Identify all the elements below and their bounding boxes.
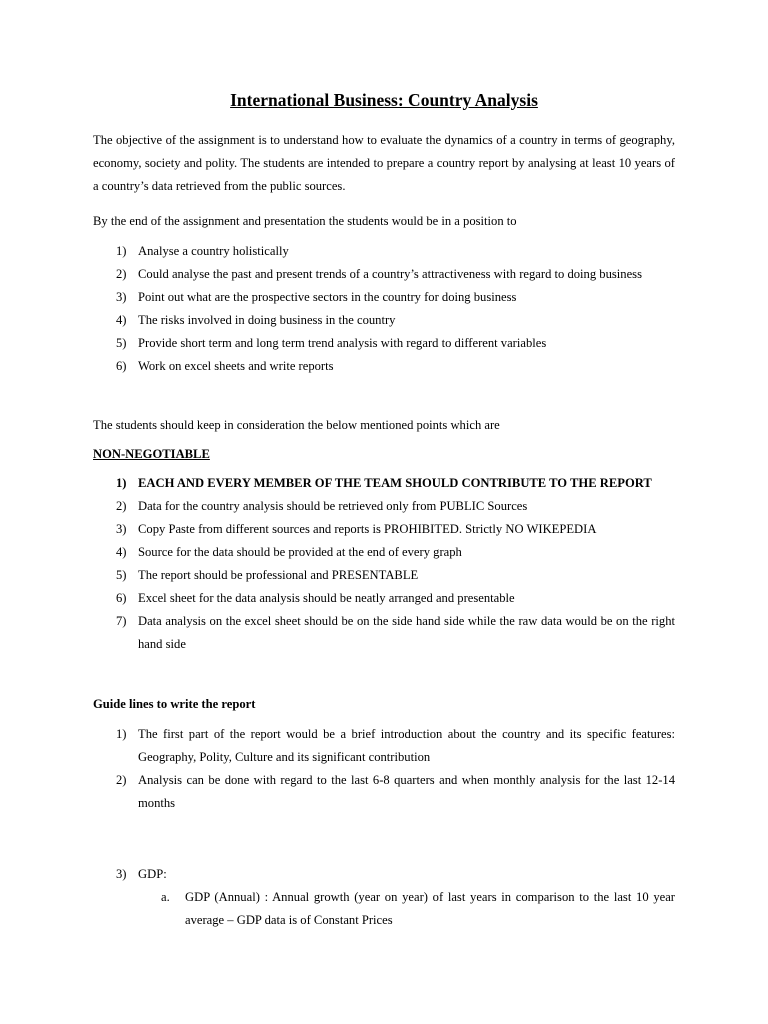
list-item: 5) The report should be professional and PRESENTABLE (116, 568, 419, 582)
list-item: 5) Provide short term and long term trend analysis with regard to different variables (116, 336, 547, 350)
list-item: 2) Could analyse the past and present trends of a country’s attractiveness with regard to doing business (116, 267, 642, 281)
gdp-sub-list (138, 886, 675, 932)
list-item: 6) Excel sheet for the data analysis should be neatly arranged and presentable (116, 591, 515, 605)
list-item: 4) The risks involved in doing business in the country (116, 313, 396, 327)
gdp-label: GDP: (138, 867, 167, 881)
list-item: 3) Point out what are the prospective sectors in the country for doing business (116, 290, 517, 304)
objectives-intro: By the end of the assignment and presentation the students would be in a position to (93, 214, 517, 228)
guidelines-list (93, 723, 675, 815)
intro-paragraph: The objective of the assignment is to understand how to evaluate the dynamics of a country in terms of geography, economy, society and polity. The students are intended to prepare a country report by analysing at least 10 years of a country’s data retrieved from the public sources. (93, 133, 675, 193)
document-title: International Business: Country Analysis (230, 90, 538, 110)
list-item: 2) Data for the country analysis should be retrieved only from PUBLIC Sources (116, 499, 528, 513)
list-item: 6) Work on excel sheets and write reports (116, 359, 334, 373)
list-item: 7) Data analysis on the excel sheet should be on the side hand side while the raw data would be on the right hand side (116, 614, 675, 651)
list-item: 3) GDP: (116, 867, 167, 881)
gdp-section (93, 863, 675, 886)
list-item: 1) The first part of the report would be a brief introduction about the country and its specific features: Geography, Polity, Culture and its significant contribution (116, 727, 675, 764)
objectives-list (93, 240, 675, 378)
non-negotiable-heading: NON-NEGOTIABLE (93, 447, 210, 461)
non-negotiable-list (93, 472, 675, 656)
list-item: 4) Source for the data should be provided at the end of every graph (116, 545, 462, 559)
list-item: a. GDP (Annual) : Annual growth (year on year) of last years in comparison to the last 10 year average – GDP data is of Constant Prices (161, 890, 675, 927)
document-page (93, 0, 675, 1024)
consideration-intro: The students should keep in consideration the below mentioned points which are (93, 418, 500, 432)
list-item: 1) EACH AND EVERY MEMBER OF THE TEAM SHOULD CONTRIBUTE TO THE REPORT (116, 476, 652, 490)
list-item: 1) Analyse a country holistically (116, 244, 289, 258)
list-item: 3) Copy Paste from different sources and reports is PROHIBITED. Strictly NO WIKEPEDIA (116, 522, 597, 536)
guidelines-heading: Guide lines to write the report (93, 697, 256, 711)
list-item: 2) Analysis can be done with regard to the last 6-8 quarters and when monthly analysis for the last 12-14 months (116, 773, 675, 810)
